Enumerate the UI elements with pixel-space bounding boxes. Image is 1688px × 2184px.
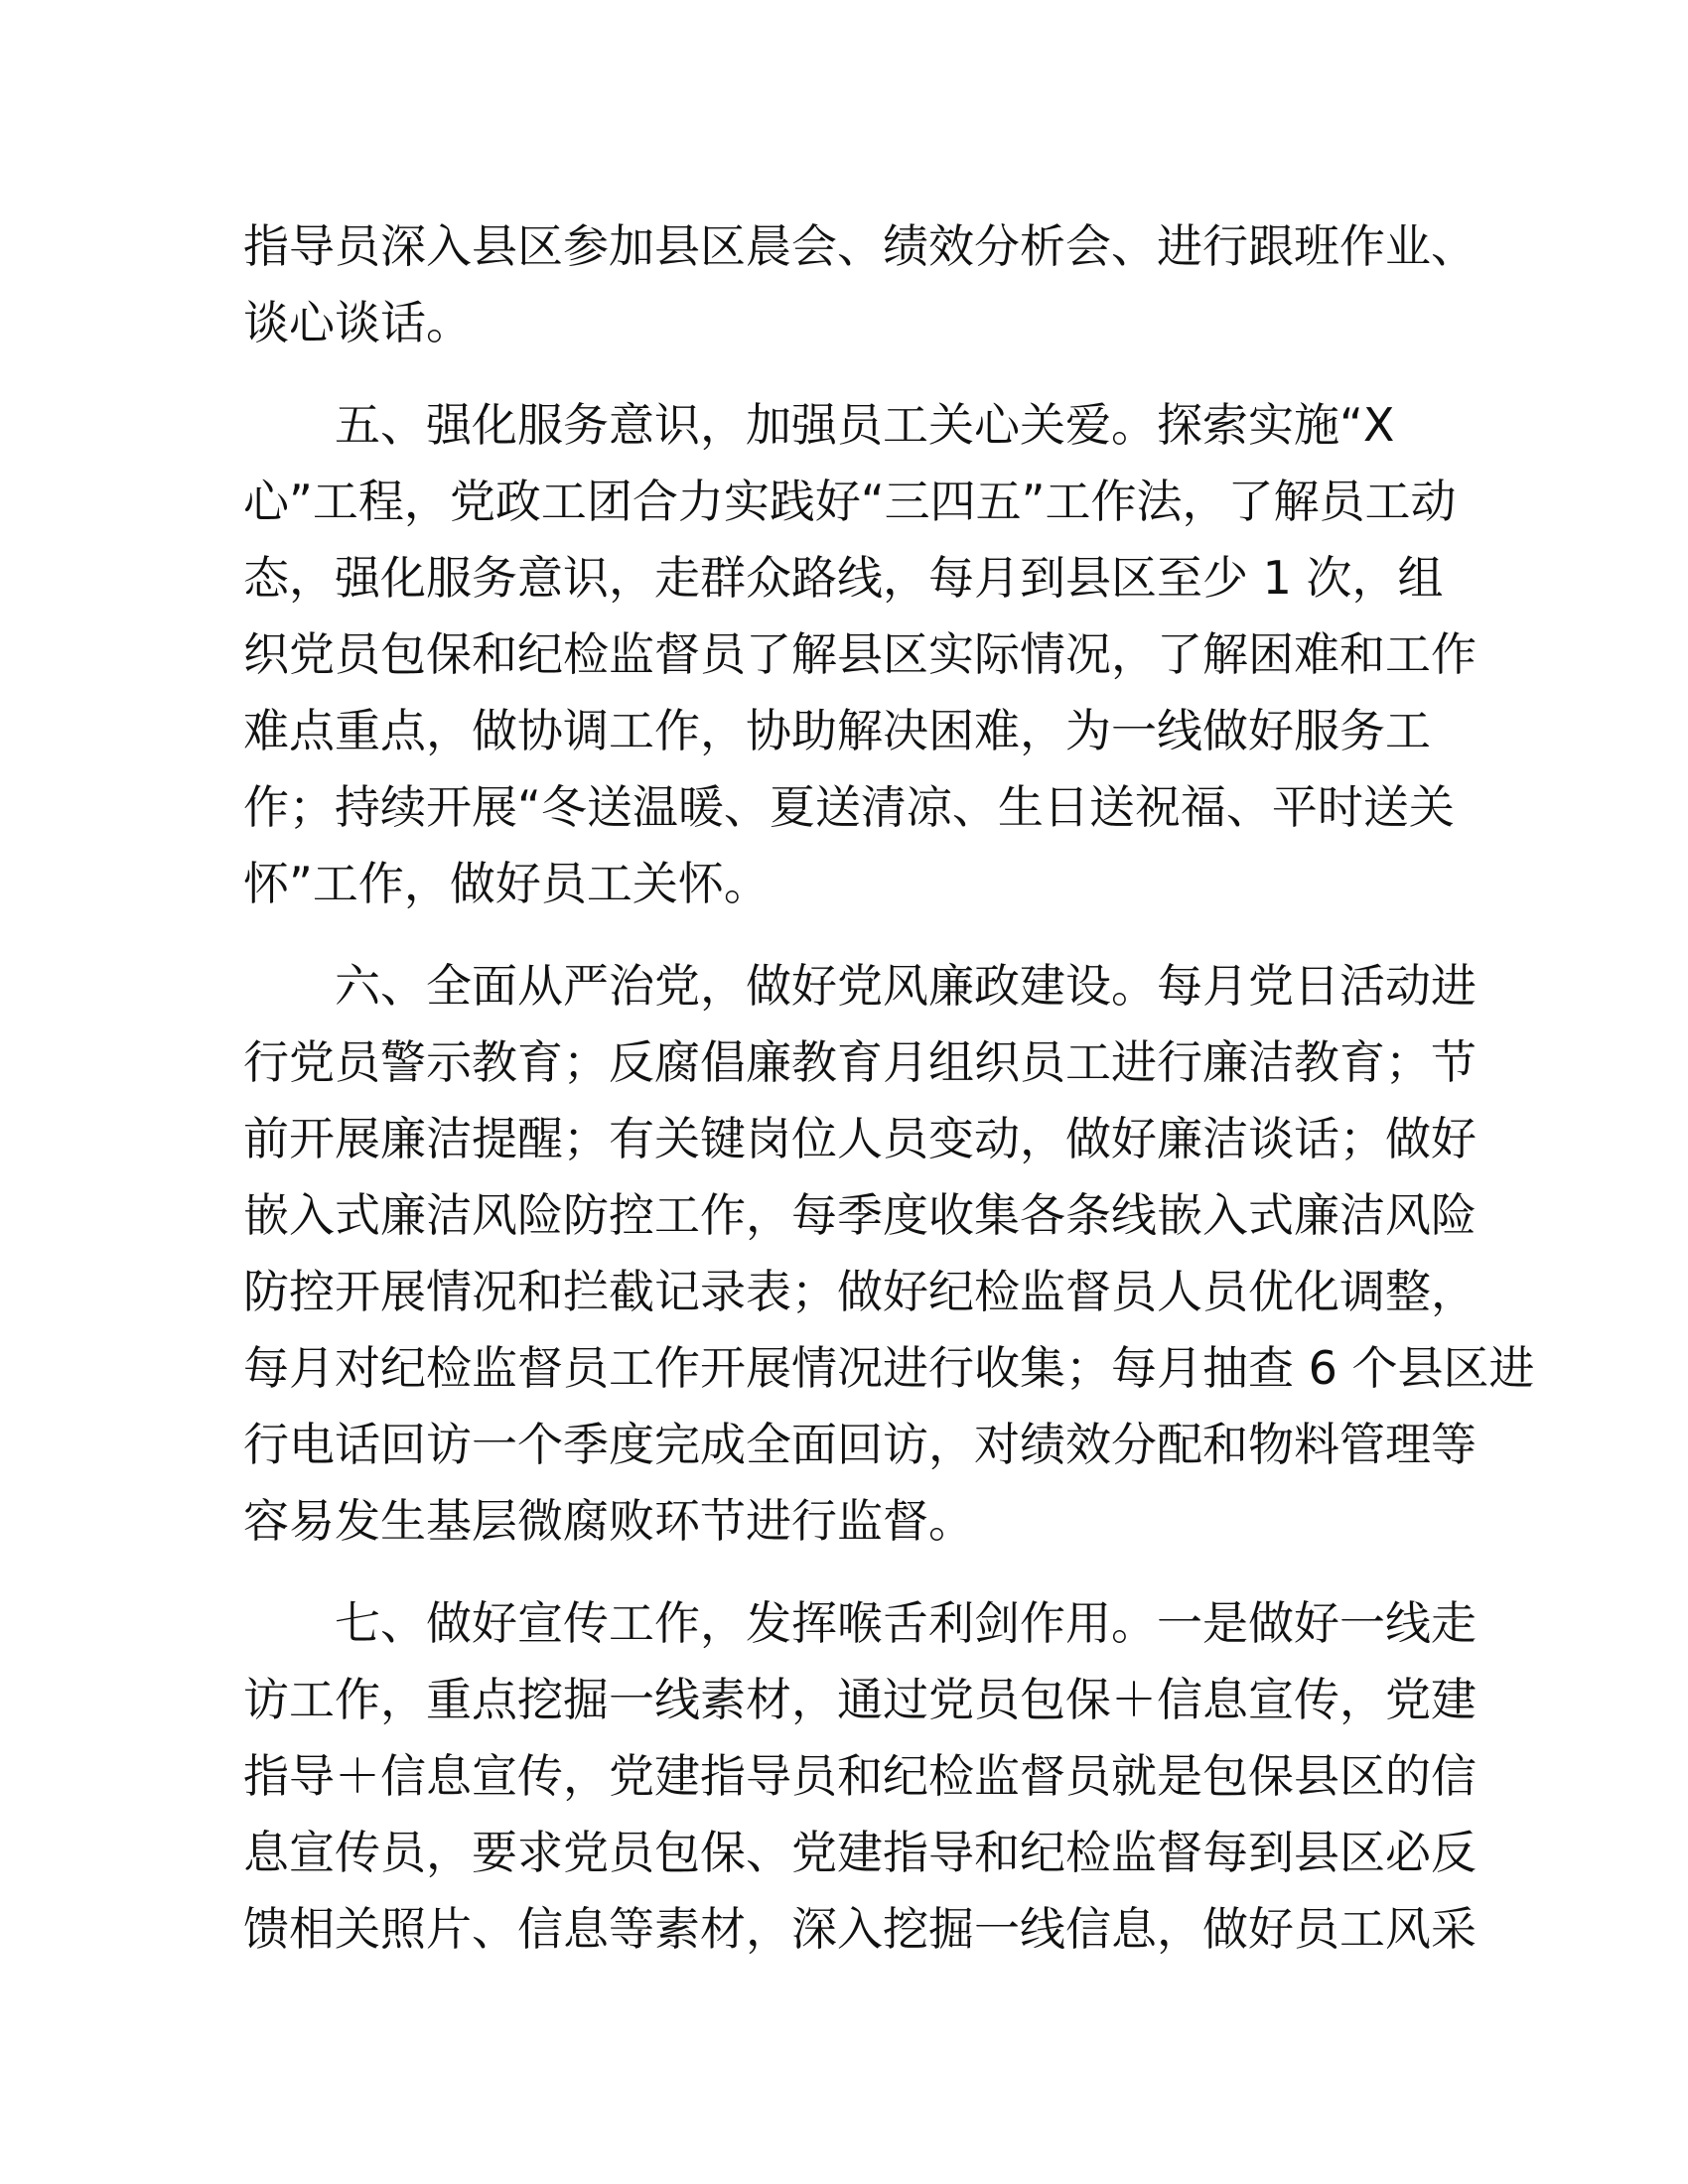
paragraph-section-7 [243,1585,1477,1968]
text-line: 前开展廉洁提醒；有关键岗位人员变动，做好廉洁谈话；做好 [243,1112,1477,1165]
text-line: 作；持续开展“冬送温暖、夏送清凉、生日送祝福、平时送关 [243,780,1455,834]
text-line: 容易发生基层微腐败环节进行监督。 [243,1494,974,1548]
text-line: 七、做好宣传工作，发挥喉舌利剑作用。一是做好一线走 [335,1596,1477,1650]
text-line: 心”工程，党政工团合力实践好“三四五”工作法，了解员工动 [243,475,1457,528]
text-line: 态，强化服务意识，走群众路线，每月到县区至少 1 次，组 [243,551,1444,605]
paragraph-section-6 [243,948,1535,1560]
text-line: 嵌入式廉洁风险防控工作，每季度收集各条线嵌入式廉洁风险 [243,1188,1477,1242]
text-line: 息宣传员，要求党员包保、党建指导和纪检监督每到县区必反 [243,1826,1477,1879]
text-line: 指导员深入县区参加县区晨会、绩效分析会、进行跟班作业、 [243,219,1477,273]
text-line: 行党员警示教育；反腐倡廉教育月组织员工进行廉洁教育；节 [243,1035,1477,1089]
text-line: 五、强化服务意识，加强员工关心关爱。探索实施“X [335,398,1395,452]
text-line: 馈相关照片、信息等素材，深入挖掘一线信息，做好员工风采 [243,1902,1477,1956]
text-line: 防控开展情况和拦截记录表；做好纪检监督员人员优化调整， [243,1265,1477,1318]
text-line: 行电话回访一个季度完成全面回访，对绩效分配和物料管理等 [243,1418,1477,1471]
text-line: 访工作，重点挖掘一线素材，通过党员包保＋信息宣传，党建 [243,1673,1477,1726]
text-line: 织党员包保和纪检监督员了解县区实际情况，了解困难和工作 [243,627,1477,681]
paragraph-section-5 [243,387,1477,922]
text-line: 难点重点，做协调工作，协助解决困难，为一线做好服务工 [243,704,1431,757]
text-line: 六、全面从严治党，做好党风廉政建设。每月党日活动进 [335,959,1477,1013]
text-line: 怀”工作，做好员工关怀。 [243,857,770,910]
paragraph-continuation [243,208,1477,361]
document-body [243,208,1535,1993]
text-line: 谈心谈话。 [243,296,472,349]
text-line: 指导＋信息宣传，党建指导员和纪检监督员就是包保县区的信 [243,1749,1477,1803]
text-line: 每月对纪检监督员工作开展情况进行收集；每月抽查 6 个县区进 [243,1341,1535,1395]
